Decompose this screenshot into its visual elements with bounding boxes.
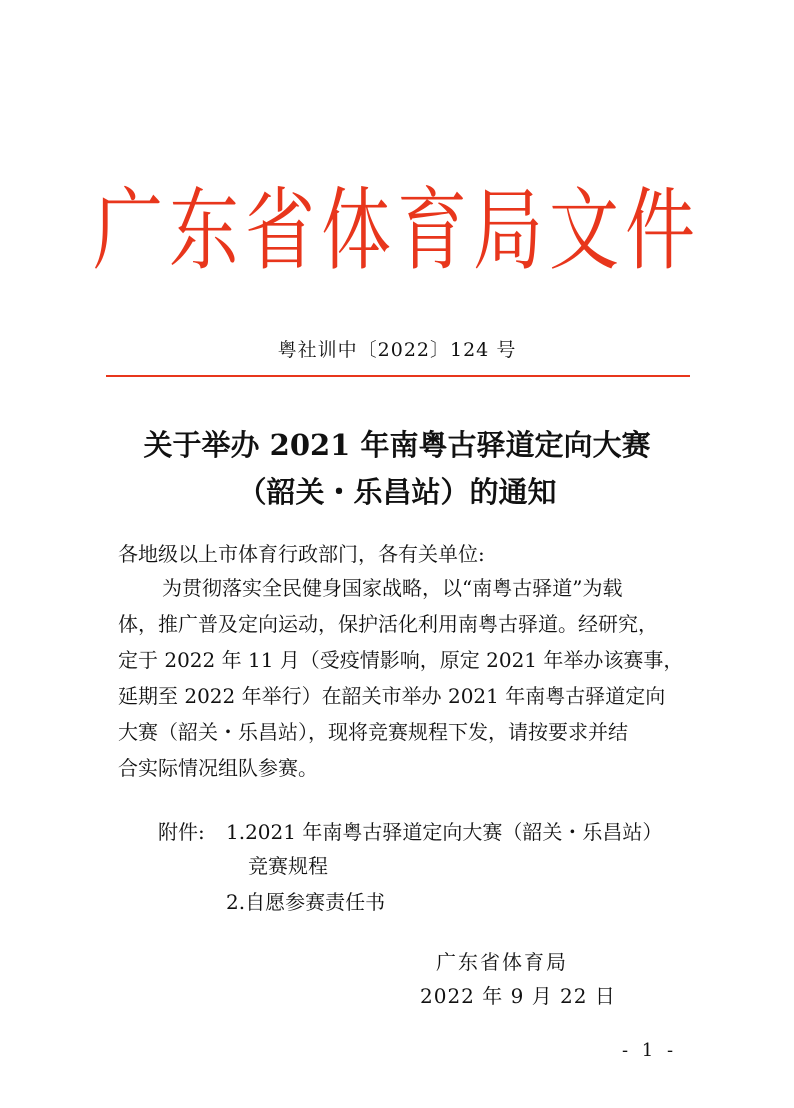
body-line: 体，推广普及定向运动，保护活化利用南粤古驿道。经研究， — [118, 612, 658, 636]
attachment-item-1-continued: 竞赛规程 — [248, 854, 328, 878]
notice-title-line-2: （韶关・乐昌站）的通知 — [237, 475, 557, 509]
salutation: 各地级以上市体育行政部门，各有关单位: — [118, 542, 485, 566]
masthead-title: 广东省体育局文件 — [93, 178, 701, 284]
document-number: 粤社训中〔2022〕124 号 — [277, 339, 517, 361]
red-divider — [106, 375, 690, 377]
body-paragraph — [118, 570, 684, 786]
body-line: 为贯彻落实全民健身国家战略，以“南粤古驿道”为载 — [162, 576, 623, 600]
body-line: 大赛（韶关・乐昌站），现将竞赛规程下发，请按要求并结 — [118, 720, 628, 744]
attachment-item-2: 2.自愿参赛责任书 — [226, 890, 386, 914]
attachment-item-1: 1.2021 年南粤古驿道定向大赛（韶关・乐昌站） — [226, 820, 663, 844]
attachments-label: 附件: — [158, 820, 205, 844]
body-line: 合实际情况组队参赛。 — [118, 756, 318, 780]
issuer-name: 广东省体育局 — [436, 950, 568, 974]
body-line: 定于 2022 年 11 月（受疫情影响，原定 2021 年举办该赛事， — [118, 648, 684, 672]
issue-date: 2022 年 9 月 22 日 — [420, 984, 616, 1008]
notice-title-line-1: 关于举办 2021 年南粤古驿道定向大赛 — [143, 428, 651, 462]
body-line: 延期至 2022 年举行）在韶关市举办 2021 年南粤古驿道定向 — [118, 684, 666, 708]
page-number: - 1 - — [622, 1040, 678, 1061]
